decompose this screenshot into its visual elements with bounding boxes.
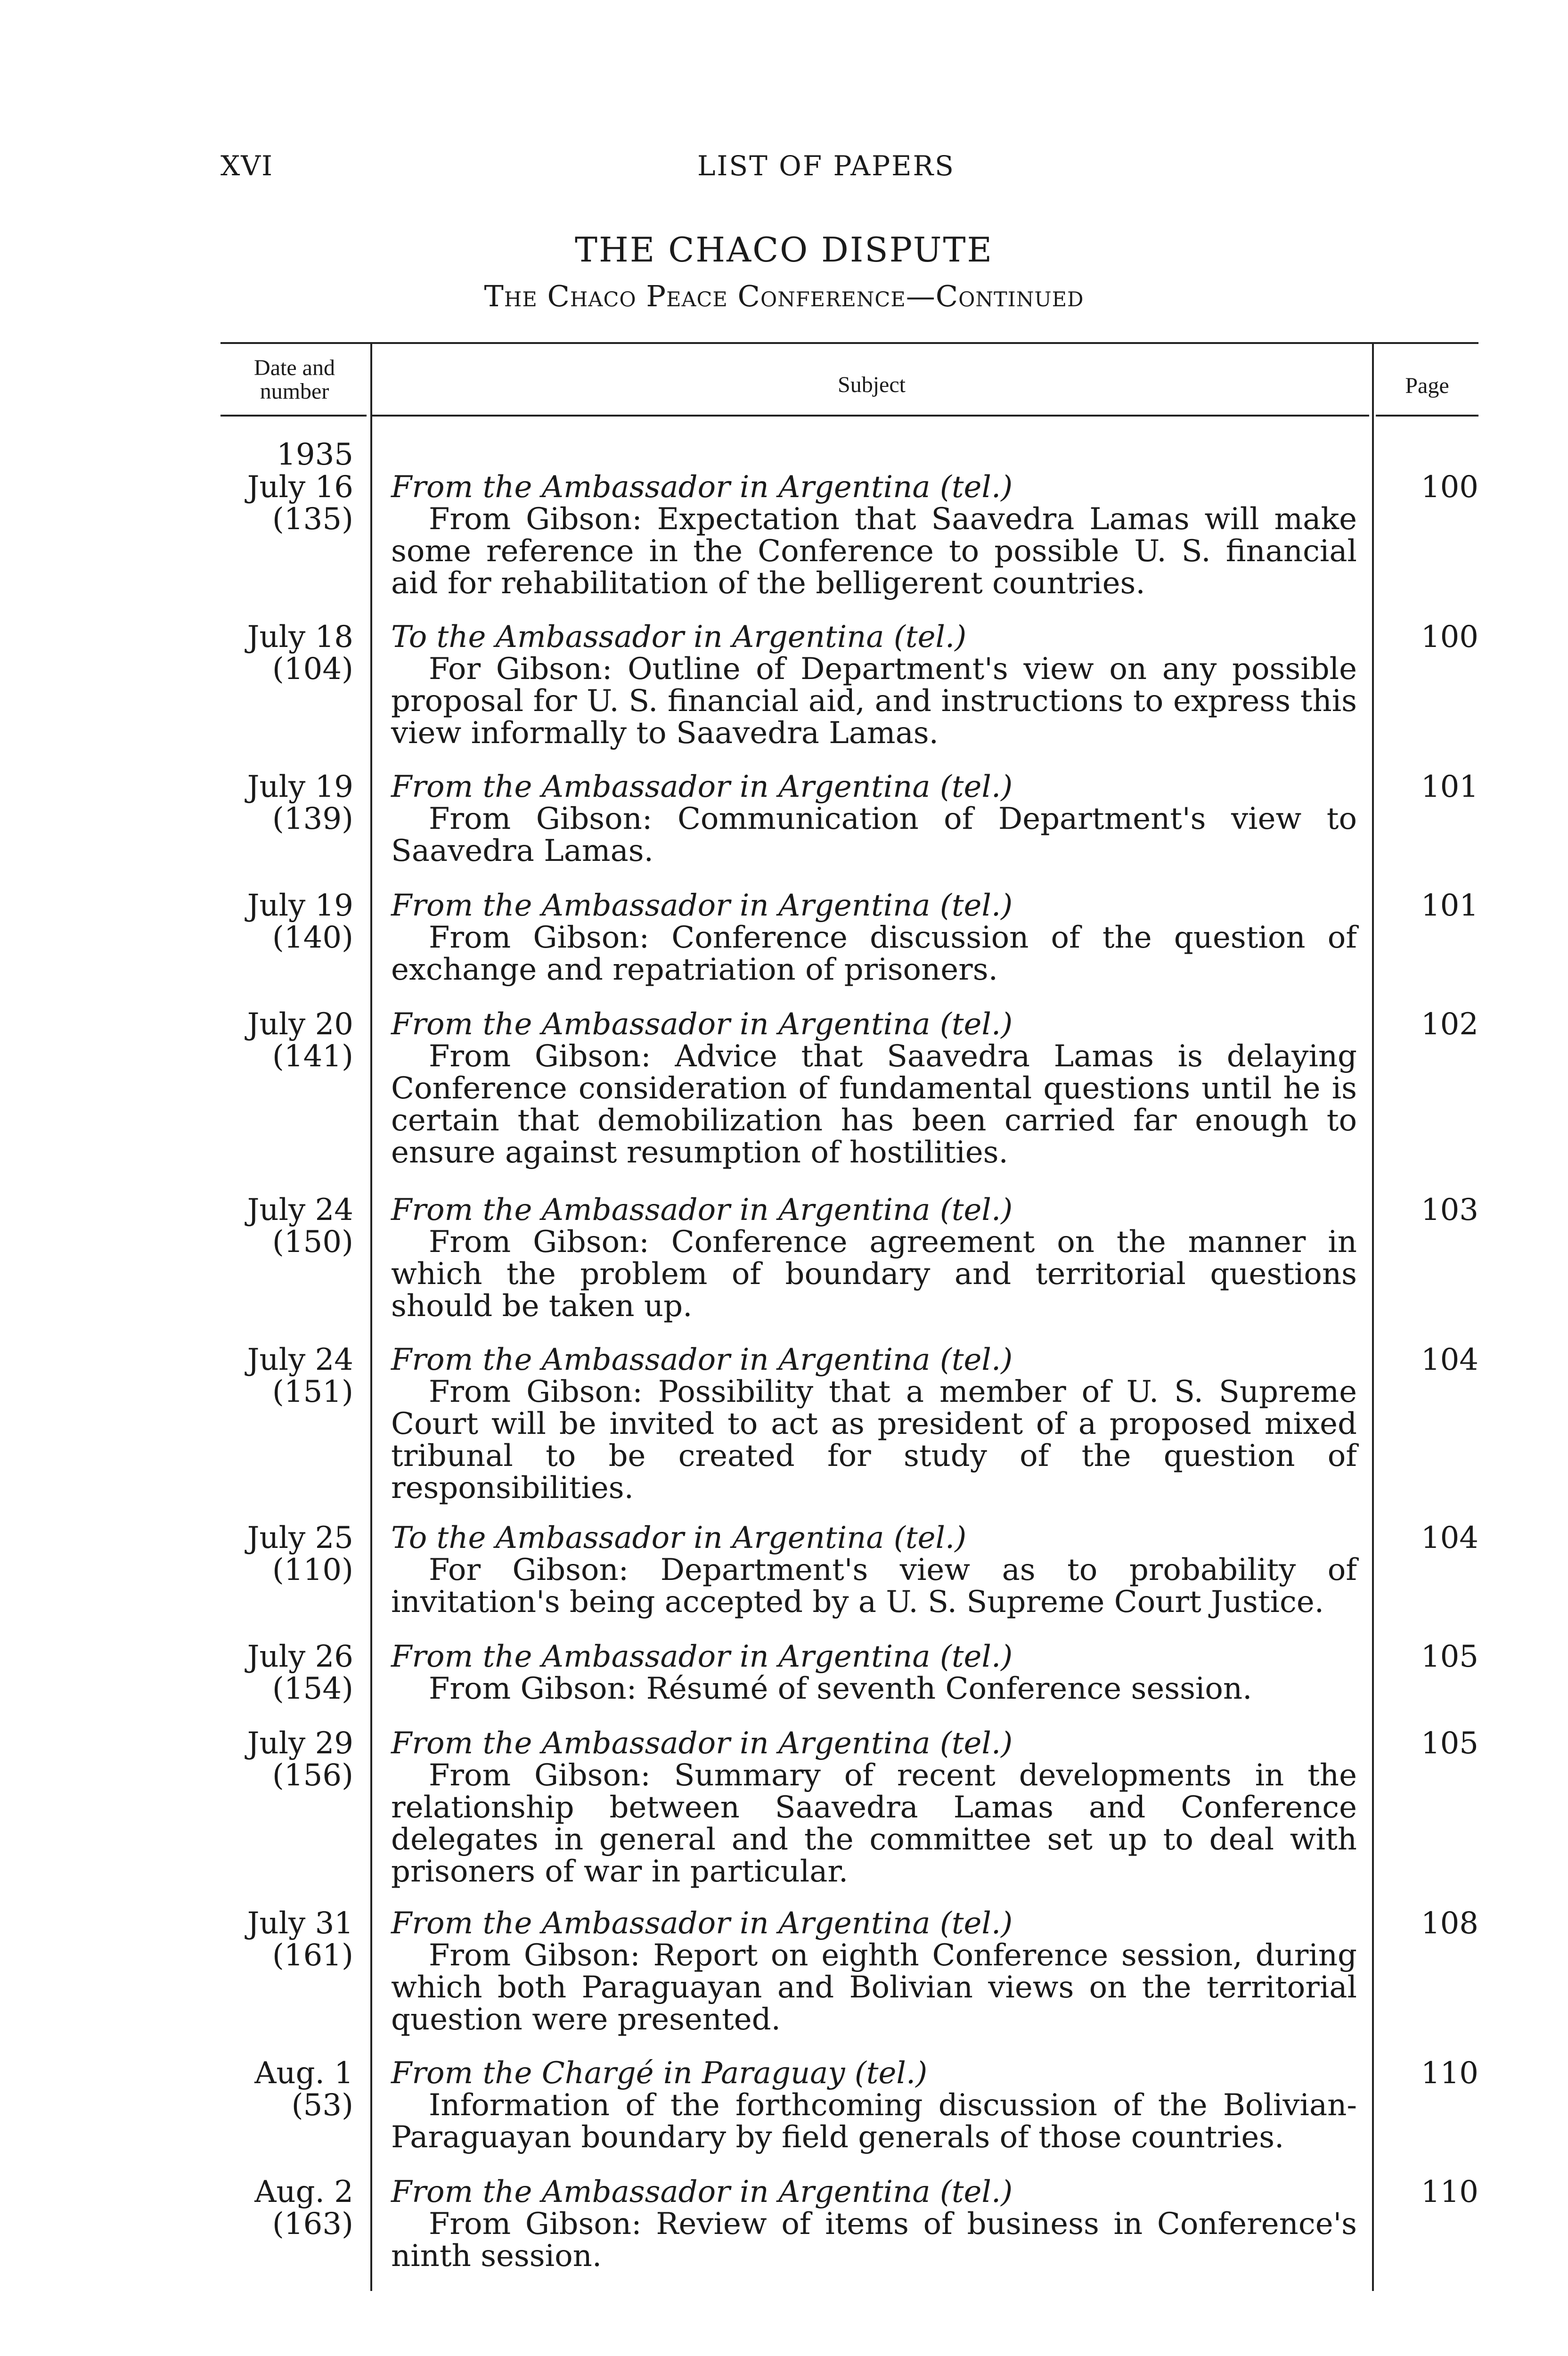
entry-number: (161) [272, 1938, 353, 1973]
entry-summary: From Gibson: Report on eighth Conference session, during which both Paraguayan and Bolivian views on the territorial question were presented. [391, 1938, 1357, 2037]
entry-subject [391, 1194, 1357, 1322]
entry-page-number: 100 [1421, 470, 1478, 505]
entry-addressee: From the Ambassador in Argentina (tel.) [391, 888, 1013, 923]
column-divider-right [1372, 342, 1374, 2291]
entry-addressee: From the Ambassador in Argentina (tel.) [391, 1007, 1013, 1042]
entry-number: (140) [272, 920, 353, 955]
table-top-rule [220, 342, 1478, 344]
entry-number: (154) [272, 1671, 353, 1706]
entry-number: (135) [272, 502, 353, 537]
entry-addressee: From the Ambassador in Argentina (tel.) [391, 1726, 1013, 1761]
entry-date-text: July 24 [247, 1342, 353, 1377]
year-label: 1935 [277, 437, 353, 472]
entry-summary: From Gibson: Résumé of seventh Conference session. [429, 1671, 1252, 1706]
entry-page-number: 101 [1421, 888, 1478, 923]
entry-date-text: July 24 [247, 1193, 353, 1227]
entry-summary: From Gibson: Conference discussion of the question of exchange and repatriation of prisoners. [391, 920, 1357, 987]
entry-addressee: From the Chargé in Paraguay (tel.) [391, 2056, 928, 2091]
entry-number: (104) [272, 652, 353, 687]
page-title: THE CHACO DISPUTE [574, 230, 994, 270]
entry-subject [391, 621, 1357, 749]
column-header-date: Date and number [254, 355, 335, 404]
entry-number: (163) [272, 2207, 353, 2241]
entry-subject [391, 471, 1357, 599]
entry-date [221, 471, 353, 535]
column-header-subject: Subject [838, 372, 906, 397]
page-number: XVI [220, 150, 274, 182]
entry-summary: From Gibson: Communication of Department's view to Saavedra Lamas. [391, 802, 1357, 868]
entry-subject [391, 2176, 1357, 2272]
entry-date [221, 1907, 353, 1972]
entry-number: (156) [272, 1758, 353, 1793]
entry-page-number: 104 [1421, 1342, 1478, 1377]
entry-summary: From Gibson: Review of items of business in Conference's ninth session. [391, 2207, 1357, 2274]
entry-date-text: July 31 [247, 1906, 353, 1941]
entry-subject [391, 1344, 1357, 1504]
entry-date [221, 2176, 353, 2240]
column-header-page: Page [1405, 373, 1449, 398]
entry-subject [391, 1522, 1357, 1618]
entry-date-text: July 25 [247, 1521, 353, 1555]
entry-addressee: From the Ambassador in Argentina (tel.) [391, 1193, 1013, 1227]
entry-date-text: July 19 [247, 888, 353, 923]
entry-page-number: 110 [1421, 2056, 1478, 2091]
entry-subject [391, 2057, 1357, 2153]
entry-subject [391, 890, 1357, 986]
entry-date-text: July 18 [247, 620, 353, 654]
entry-addressee: From the Ambassador in Argentina (tel.) [391, 1342, 1013, 1377]
entry-addressee: From the Ambassador in Argentina (tel.) [391, 1639, 1013, 1674]
entry-date [221, 1727, 353, 1792]
entry-number: (151) [272, 1374, 353, 1409]
header-rule-page [1376, 415, 1478, 417]
entry-summary: From Gibson: Summary of recent developments in the relationship between Saavedra Lamas and Conference delegates in general and the committee set up to deal with prisoners of war in particular. [391, 1758, 1357, 1889]
entry-number: (53) [291, 2088, 353, 2123]
entry-addressee: From the Ambassador in Argentina (tel.) [391, 1906, 1013, 1941]
entry-addressee: From the Ambassador in Argentina (tel.) [391, 769, 1013, 804]
entry-addressee: From the Ambassador in Argentina (tel.) [391, 2175, 1013, 2209]
entry-date [221, 771, 353, 835]
entry-page-number: 105 [1421, 1639, 1478, 1674]
entry-page-number: 103 [1421, 1193, 1478, 1227]
entry-summary: From Gibson: Expectation that Saavedra Lamas will make some reference in the Conference to possible U. S. financial aid for rehabilitation of the belligerent countries. [391, 502, 1357, 601]
entry-addressee: From the Ambassador in Argentina (tel.) [391, 470, 1013, 505]
entry-date-text: Aug. 1 [254, 2056, 353, 2091]
entry-addressee: To the Ambassador in Argentina (tel.) [391, 1521, 967, 1555]
entry-subject [391, 1008, 1357, 1169]
entry-date-text: July 16 [247, 470, 353, 505]
entry-subject [391, 1907, 1357, 2036]
entry-summary: From Gibson: Possibility that a member of U. S. Supreme Court will be invited to act as president of a proposed mixed tribunal to be created for study of the question of responsibilities. [391, 1374, 1357, 1505]
entry-date-text: July 29 [247, 1726, 353, 1761]
entry-number: (141) [272, 1039, 353, 1074]
entry-number: (150) [272, 1225, 353, 1260]
entry-subject [391, 1727, 1357, 1888]
entry-date-text: Aug. 2 [254, 2175, 353, 2209]
entry-date [221, 1344, 353, 1408]
entry-number: (110) [272, 1553, 353, 1587]
entry-summary: For Gibson: Department's view as to probability of invitation's being accepted by a U. S. Supreme Court Justice. [391, 1553, 1357, 1620]
column-divider-left [370, 342, 372, 2291]
entry-subject [391, 1641, 1357, 1705]
entry-page-number: 105 [1421, 1726, 1478, 1761]
entry-date-text: July 26 [247, 1639, 353, 1674]
entry-date-text: July 20 [247, 1007, 353, 1042]
entry-addressee: To the Ambassador in Argentina (tel.) [391, 620, 967, 654]
entry-page-number: 104 [1421, 1521, 1478, 1555]
entry-date-text: July 19 [247, 769, 353, 804]
entry-number: (139) [272, 802, 353, 836]
entry-date [221, 2057, 353, 2121]
entry-date [221, 890, 353, 954]
entry-page-number: 108 [1421, 1906, 1478, 1941]
header-rule-subject [372, 415, 1369, 417]
entry-summary: From Gibson: Conference agreement on the manner in which the problem of boundary and territorial questions should be taken up. [391, 1225, 1357, 1324]
entry-page-number: 101 [1421, 769, 1478, 804]
entry-summary: From Gibson: Advice that Saavedra Lamas is delaying Conference consideration of fundamental questions until he is certain that demobilization has been carried far enough to ensure against resumption of hostilities. [391, 1039, 1357, 1170]
entry-date [221, 1008, 353, 1072]
running-head: LIST OF PAPERS [697, 150, 955, 182]
section-subtitle: The Chaco Peace Conference—Continued [484, 279, 1084, 313]
entry-page-number: 100 [1421, 620, 1478, 654]
entry-summary: Information of the forthcoming discussion of the Bolivian-Paraguayan boundary by field generals of those countries. [391, 2088, 1357, 2155]
entry-date [221, 621, 353, 685]
entry-page-number: 102 [1421, 1007, 1478, 1042]
header-rule-date [220, 415, 367, 417]
entry-date [221, 1194, 353, 1258]
entry-date [221, 1522, 353, 1586]
entry-summary: For Gibson: Outline of Department's view on any possible proposal for U. S. financial aid, and instructions to express this view informally to Saavedra Lamas. [391, 652, 1357, 751]
entry-page-number: 110 [1421, 2175, 1478, 2209]
entry-subject [391, 771, 1357, 867]
entry-date [221, 1641, 353, 1705]
